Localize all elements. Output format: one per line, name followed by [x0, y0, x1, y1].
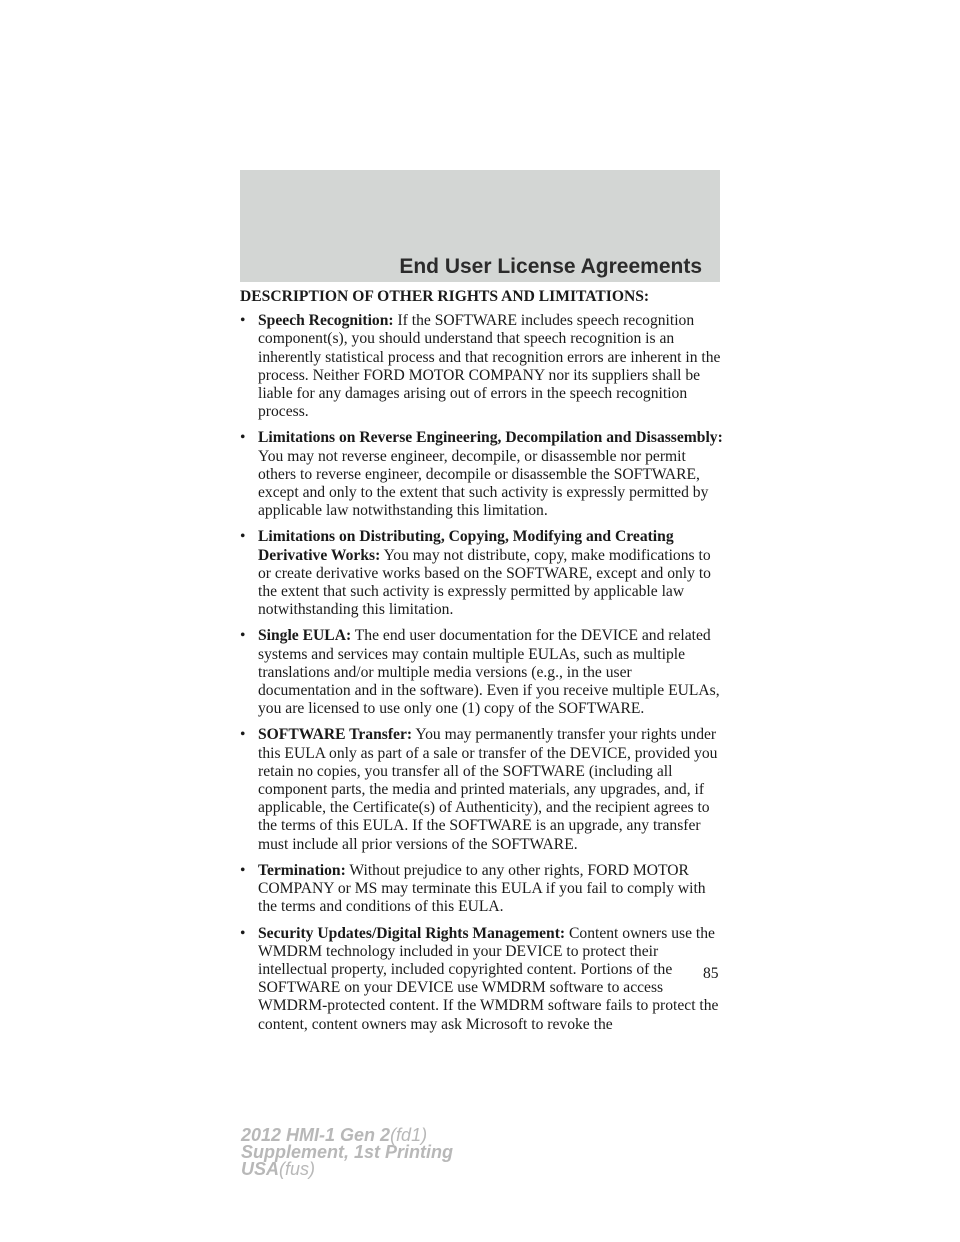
- footer-model: 2012 HMI-1 Gen 2: [241, 1125, 391, 1145]
- item-term: Limitations on Distributing, Copying, Modifying and Creating Derivative Works:: [258, 528, 674, 564]
- item-term: Single EULA:: [258, 627, 352, 645]
- item-text: The end user documentation for the DEVICE and related systems and services may contain multiple EULAs, such as multiple translations and/or multiple media versions (e.g., in the user documentation and in the software). Even if you receive multiple EULAs, you are licensed to use only one (1) copy of the SOFTWARE.: [258, 627, 720, 718]
- item-text: You may not distribute, copy, make modifications to or create derivative works based on the SOFTWARE, except and only to the extent that such activity is expressly permitted by applicable law notwithstanding this limitation.: [258, 546, 711, 619]
- list-item-single-eula: [240, 627, 725, 718]
- header-band: [240, 170, 720, 282]
- bullet-icon: •: [240, 528, 246, 546]
- item-text: If the SOFTWARE includes speech recognition component(s), you should understand that speech recognition is an inherently statistical process and that recognition errors are inherent in the process. Neither FORD MOTOR COMPANY nor its suppliers shall be liable for any damages arising out of errors in the speech recognition process.: [258, 312, 721, 421]
- footer-market: USA: [241, 1159, 280, 1179]
- item-term: Speech Recognition:: [258, 312, 394, 330]
- bullet-icon: •: [240, 861, 246, 879]
- page-title: End User License Agreements: [399, 255, 702, 278]
- body-content: [240, 288, 725, 1042]
- item-text: You may permanently transfer your rights under this EULA only as part of a sale or transfer of the DEVICE, provided you retain no copies, you transfer all of the SOFTWARE (including all component parts, the media and printed materials, any upgrades, and, if applicable, the Certificate(s) of Authenticity), and the recipient agrees to the terms of this EULA. If the SOFTWARE is an upgrade, any transfer must include all prior versions of the SOFTWARE.: [258, 726, 718, 853]
- footer-print-info: [241, 1127, 453, 1178]
- item-term: Security Updates/Digital Rights Management:: [258, 924, 566, 942]
- bullet-icon: •: [240, 726, 246, 744]
- item-text: Content owners use the WMDRM technology included in your DEVICE to protect their intellectual property, included copyrighted content. Portions of the SOFTWARE on your DEVICE use WMDRM software to access WMDRM-protected content. If the WMDRM software fails to protect the content, content owners may ask Microsoft to revoke the: [258, 924, 719, 1033]
- item-text: You may not reverse engineer, decompile, or disassemble nor permit others to reverse engineer, decompile or disassemble the SOFTWARE, except and only to the extent that such activity is expressly permitted by applicable law notwithstanding this limitation.: [258, 447, 709, 520]
- footer-line-3: [241, 1161, 453, 1178]
- list-item-security-updates: [240, 925, 725, 1034]
- bullet-icon: •: [240, 429, 246, 447]
- bullet-icon: •: [240, 627, 246, 645]
- item-text: Without prejudice to any other rights, FORD MOTOR COMPANY or MS may terminate this EULA if you fail to comply with the terms and conditions of this EULA.: [258, 861, 706, 916]
- page-number: 85: [703, 965, 719, 982]
- bullet-icon: •: [240, 924, 246, 942]
- footer-line-2: Supplement, 1st Printing: [241, 1142, 454, 1162]
- list-item-speech-recognition: [240, 312, 725, 421]
- list-item-distributing: [240, 528, 725, 619]
- list-item-reverse-engineering: [240, 429, 725, 520]
- footer-model-code: (fd1): [390, 1125, 428, 1145]
- bullet-icon: •: [240, 312, 246, 330]
- list-item-termination: [240, 862, 725, 917]
- list-item-software-transfer: [240, 726, 725, 853]
- footer-market-code: (fus): [279, 1159, 316, 1179]
- item-term: Termination:: [258, 861, 346, 879]
- item-term: SOFTWARE Transfer:: [258, 726, 413, 744]
- section-heading: DESCRIPTION OF OTHER RIGHTS AND LIMITATIONS:: [240, 288, 650, 305]
- item-term: Limitations on Reverse Engineering, Decompilation and Disassembly:: [258, 429, 723, 447]
